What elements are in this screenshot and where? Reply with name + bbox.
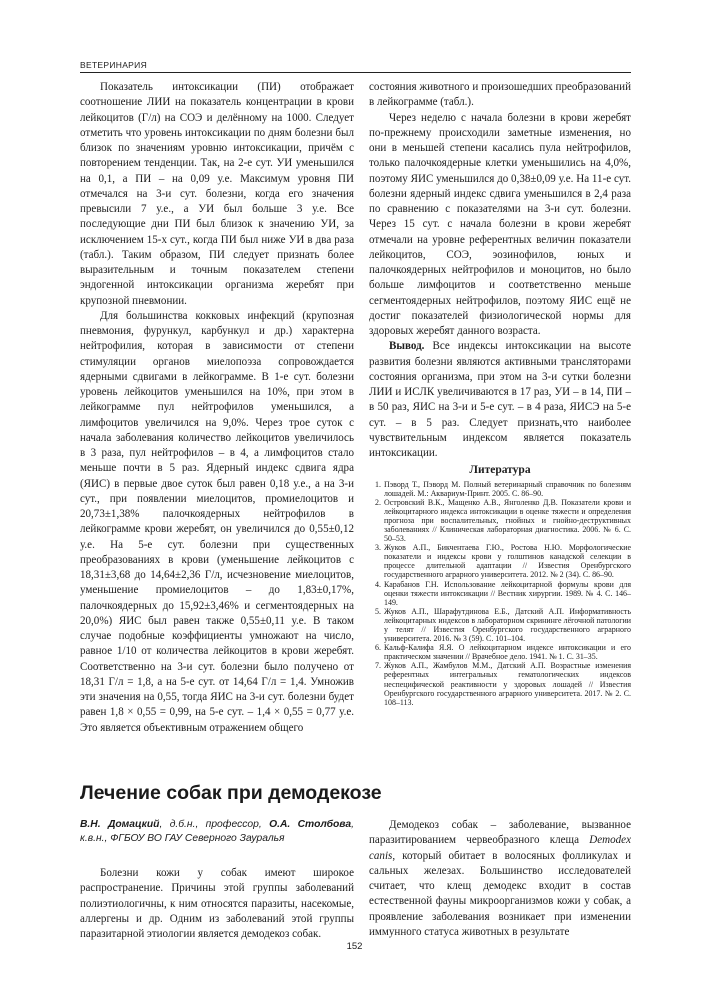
paragraph [369,818,631,940]
paragraph: Показатель интоксикации (ПИ) отображает соотношение ЛИИ на показатель концентрации в крови лейкоцитов (Г/л) на СОЭ и делённому на 1000. Следует отметить что уровень интоксикации по дням болезни был близок по значениям уровню интоксикации, причём с повторением тенденции. Так, на 2-е сут. УИ уменьшился на 0,1, а ПИ – на 0,09 у.е. Максимум уровня ПИ отмечался на 3-и сут. болезни, когда его значения превысили 7 у.е., а УИ был больше 3 у.е. Все последующие дни ПИ был близок к значению УИ, за исключением 15-х сут., когда ПИ был ниже УИ в два раза (табл.). Таким образом, ПИ следует признать более выразительным и точным показателем степени эндогенной интоксикации организма жеребят при крупозной пневмонии. [80,81,354,307]
reference-text: Кальф-Калифа Я.Я. О лейкоцитарном индексе интоксикации и его практическом значении // Врачебное дело. 1941. № 1. С. 31–35. [384,643,631,662]
article1-right-column [369,80,631,707]
reference-number: 1. [375,479,381,489]
paragraph-text: , который обитает в волосяных фолликулах и сальных железах. Большинство исследователей считает, что клещ демодекс входит в состав естественной фауны микроорганизмов кожи у собак, а проявление заболевания возникает при изменении иммунного статуса животных в результате [369,849,631,938]
reference-text: Пэворд Т., Пэворд М. Полный ветеринарный справочник по болезням лошадей. М.: Аквариум-Принт. 2005. С. 86–90. [384,479,631,498]
references-title: Литература [469,464,531,477]
paragraph: Для большинства кокковых инфекций (крупозная пневмония, фурункул, карбункул и др.) характерна нейтрофилия, которая в зависимости от степени стимуляции органов миелопоэза сопровождается ядерными сдвигами в лейкограмме. В 1-е сут. болезни уровень лейкоцитов уменьшился на 10%, при этом в лейкограмме пул нейтрофилов уменьшился, а лимфоцитов увеличился на 9,0%. Через трое суток с начала заболевания количество лейкоцитов увеличилось в 3 раза, пул нейтрофилов – в 4, а лимфоцитов стало меньше почти в 5 раз. Ядерный индекс сдвига ядра (ЯИС) в первые двое суток был равен 0,18 у.е., а на 3-и сут., при появлении миелоцитов, промиелоцитов и 20,73±1,38% палочкоядерных нейтрофилов в лейкограмме крови жеребят, он увеличился до 0,55±0,12 у.е. На 5-е сут. болезни при существенных преобразованиях в крови (уменьшение лейкоцитов с 18,31±3,68 до 14,64±2,36 Г/л, исчезновение миелоцитов, уменьшение промиелоцитов – до 1,83±0,17%, палочкоядерных до 15,92±3,46% и сегментоядерных на 20,0%) ЯИС был равен также 0,55±0,11 у.е. В таком случае подобные коэффициенты умножают на число, равное 1/10 от количества лейкоцитов в крови жеребят. Соответственно на 3-и сут. болезни было получено от 18,31 Г/л = 1,8, а на 5-е сут. от 14,64 Г/л = 1,4. Умножив эти значения на 0,55, тогда ЯИС на 3-и сут. болезни будет равен 1,8 × 0,55 = 0,99, на 5-е сут. – 1,4 × 0,55 = 0,77 у.е. Это является объективным отражением общего [80,309,354,734]
header-divider [80,72,631,73]
reference-item [369,643,631,661]
paragraph-text: Демодекоз собак – заболевание, вызванное паразитированием червеобразного клеща [369,819,631,847]
reference-item [369,661,631,706]
reference-number: 7. [375,661,381,671]
article2-left-column [80,866,354,942]
author-degrees: , д.б.н., профессор, [159,819,270,830]
reference-item [369,480,631,498]
conclusion-paragraph [369,339,631,461]
reference-number: 4. [375,579,381,589]
species-name: Demodex canis [369,834,631,862]
paragraph-continuation: состояния животного и произошедших преобразований в лейкограмме (табл.). [369,81,631,109]
author-byline [80,818,354,846]
reference-number: 2. [375,497,381,507]
author-affiliation: , к.в.н., ФГБОУ ВО ГАУ Северного Зауралья [80,819,354,844]
reference-text: Жуков А.П., Бикчентаева Г.Ю., Ростова Н.Ю. Морфологические показатели и индексы крови у голштинов канадской селекции в процессе длительной адаптации // Известия Оренбургского государственного аграрного университета. 2012. № 2 (34). С. 86–90. [384,543,631,580]
reference-text: Жуков А.П., Жамбулов М.М., Датский А.П. Возрастные изменения референтных интегральных гематологических индексов неспецифической реактивности у здоровых лошадей // Известия Оренбургского государственного аграрного университета. 2017. № 2. С. 108–113. [384,661,631,707]
reference-item [369,607,631,643]
paragraph: Через неделю с начала болезни в крови жеребят по-прежнему происходили заметные изменения, но они в меньшей степени касались пула нейтрофилов, только палочкоядерные клетки уменьшились на 4,0%, поэтому ЯИС уменьшился до 0,38±0,09 у.е. На 11-е сут. болезни ядерный индекс сдвига уменьшился в 2,4 раза по сравнению с показателями на 3-и сут. болезни. Через 15 сут. с начала болезни в крови жеребят отмечали на уровне референтных величин показатели лейкоцитов, СОЭ, эозинофилов, юных и палочкоядерных нейтрофилов и моноцитов, но было больше лимфоцитов и соответственно меньше сегментоядерных нейтрофилов, поэтому ЯИС ещё не достиг показателей физиологической нормы для здоровых жеребят данного возраста. [369,111,631,337]
reference-text: Жуков А.П., Шарафутдинова Е.Б., Датский А.П. Информативность лейкоцитарных индексов в лабораторном скрининге лёгочной патологии у телят // Известия Оренбургского государственного аграрного университета. 2016. № 3 (59). С. 101–104. [384,606,631,644]
reference-number: 6. [375,643,381,653]
reference-text: Карабанов Г.Н. Использование лейкоцитарной формулы крови для оценки тяжести интоксикации // Вестник хирургии. 1989. № 4. С. 146–149. [384,579,631,607]
reference-item [369,580,631,607]
article1-left-column [80,80,354,736]
author-name: О.А. Столбова [269,819,352,830]
article-title: Лечение собак при демодекозе [80,782,382,804]
paragraph: Болезни кожи у собак имеют широкое распространение. Причины этой группы заболеваний полиэтиологичны, к ним относятся паразиты, насекомые, аллергены и др. Одним из заболеваний этой группы паразитарной этиологии является демодекоз собак. [80,867,354,940]
section-header: ВЕТЕРИНАРИЯ [80,60,148,70]
reference-item [369,498,631,543]
author-name: В.Н. Домацкий [80,819,160,830]
page-number: 152 [346,941,363,952]
conclusion-text: Все индексы интоксикации на высоте развития болезни являются активными трансляторами состояния организма, при этом на 3-и сутки болезни ЛИИ и ИСЛК увеличиваются в 17 раз, УИ – в 14, ПИ – в 50 раз, ЯИС на 3-и и 5-е сут. – в 4 раза, ЯИСЭ на 5-е сут. – в 5 раз. Следует признать,что наиболее чувствительным индексом является показатель интоксикации. [369,340,631,459]
reference-text: Островский В.К., Мащенко А.В., Янголенко Д.В. Показатели крови и лейкоцитарного индекса интоксикации в оценке тяжести и определения прогноза при воспалительных, гнойных и гнойно-деструктивных заболеваниях // Клиническая лабораторная диагностика. 2006. № 6. С. 50–53. [384,497,631,544]
article2-right-column [369,818,631,940]
reference-item [369,543,631,579]
references-list [369,480,631,707]
reference-number: 3. [375,543,381,553]
reference-number: 5. [375,606,381,616]
conclusion-label: Вывод. [389,340,425,353]
